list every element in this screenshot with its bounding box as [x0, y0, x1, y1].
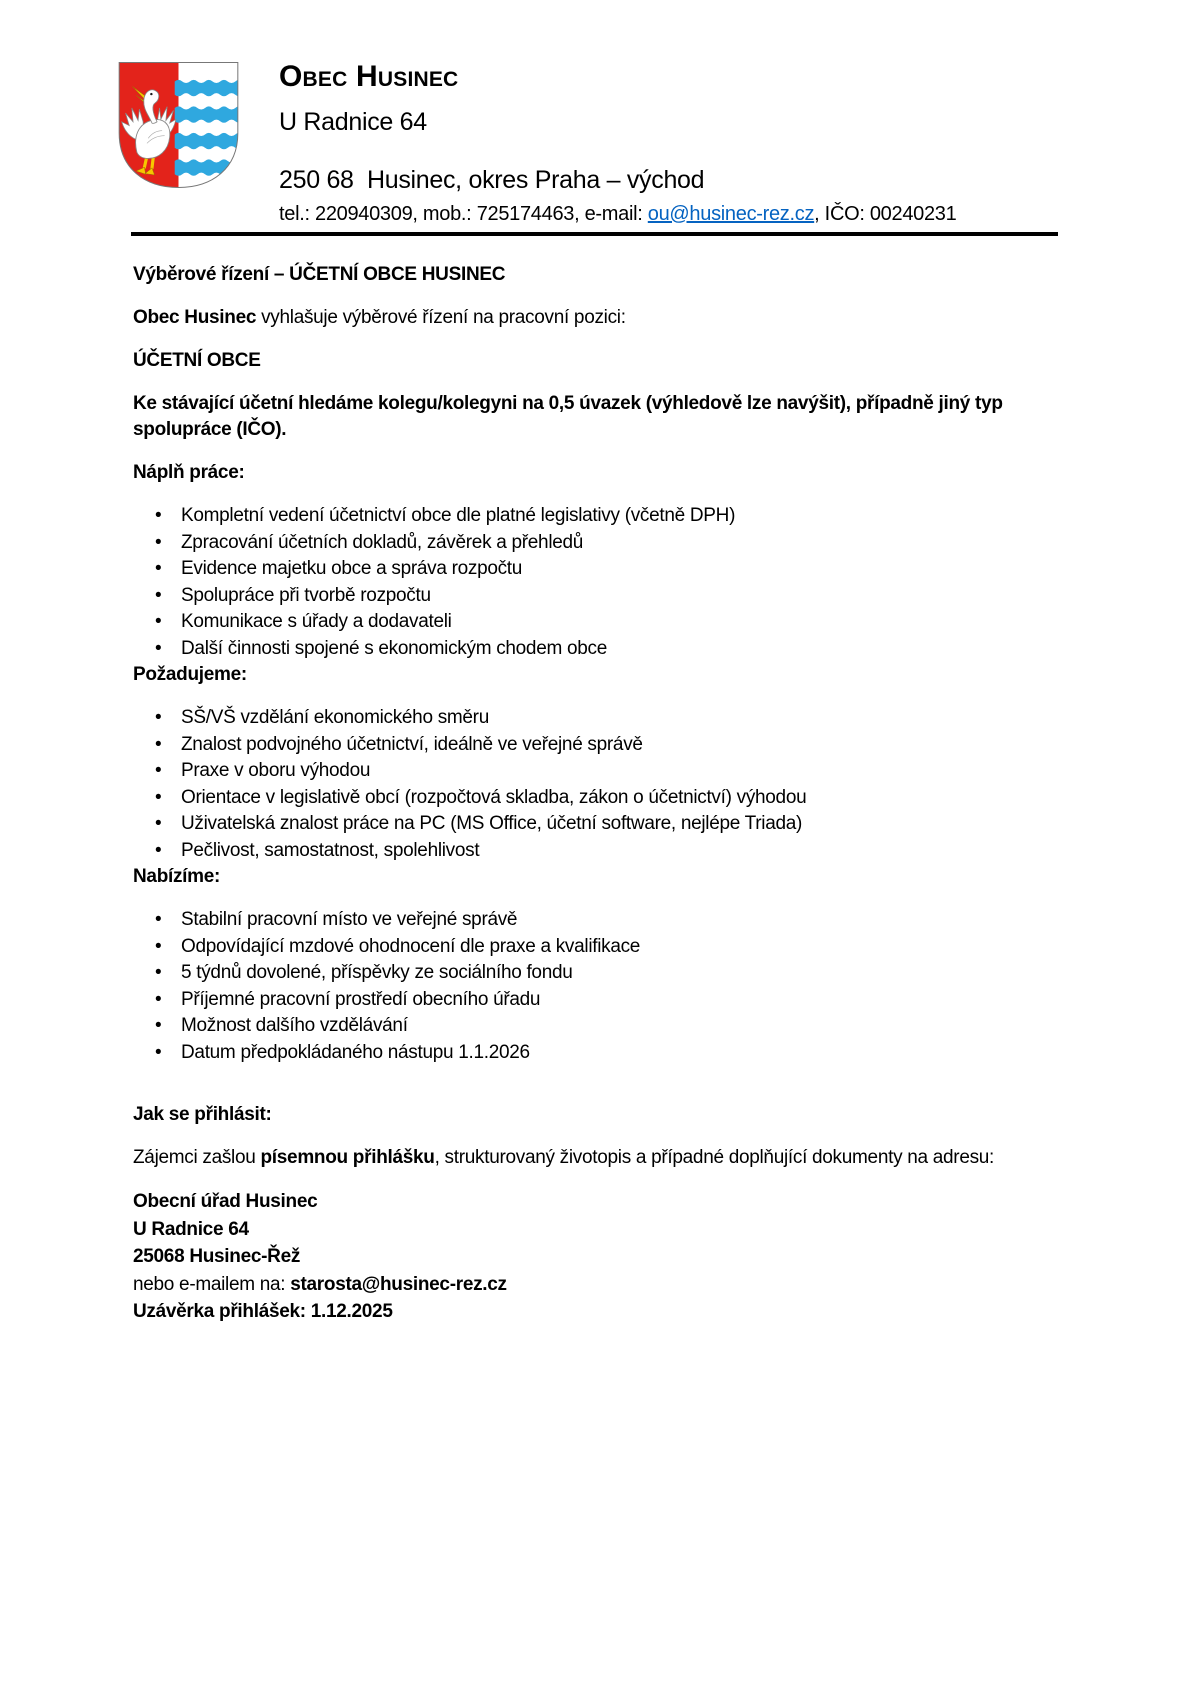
- postal-address: [133, 1188, 1059, 1271]
- org-email-link[interactable]: ou@husinec-rez.cz: [647, 203, 815, 225]
- apply-paragraph: [133, 1145, 1059, 1171]
- org-street-address: U Radnice 64: [279, 108, 427, 136]
- apply-heading: Jak se přihlásit:: [133, 1104, 272, 1125]
- bullet-list: [133, 503, 1059, 662]
- list-item: • Datum předpokládaného nástupu 1.1.2026: [133, 1040, 1059, 1067]
- list-item: • Příjemné pracovní prostředí obecního úřadu: [133, 987, 1059, 1014]
- deadline-line: Uzávěrka přihlášek: 1.12.2025: [133, 1301, 393, 1322]
- section-heading: Náplň práce:: [133, 462, 245, 483]
- document-body: [133, 262, 1059, 1326]
- list-item: • Další činnosti spojené s ekonomickým chodem obce: [133, 636, 1059, 663]
- section-nabizime: [133, 864, 1059, 1066]
- email-prefix: nebo e-mailem na:: [133, 1273, 291, 1295]
- doc-title: Výběrové řízení – ÚČETNÍ OBCE HUSINEC: [133, 264, 506, 285]
- contact-prefix: tel.: 220940309, mob.: 725174463, e-mail:: [279, 203, 648, 225]
- contact-suffix: , IČO: 00240231: [814, 203, 957, 225]
- section-pozadujeme: [133, 662, 1059, 864]
- section-heading: Nabízíme:: [133, 866, 221, 887]
- list-item: • 5 týdnů dovolené, příspěvky ze sociálního fondu: [133, 960, 1059, 987]
- contact-line: [279, 203, 956, 226]
- list-item: • Praxe v oboru výhodou: [133, 758, 1059, 785]
- address-line: 25068 Husinec-Řež: [133, 1246, 301, 1267]
- header-divider: [131, 232, 1058, 236]
- list-item: • Orientace v legislativě obcí (rozpočtová skladba, zákon o účetnictví) výhodou: [133, 785, 1059, 812]
- apply-bold: písemnou přihlášku: [260, 1147, 435, 1168]
- list-item: • SŠ/VŠ vzdělání ekonomického směru: [133, 705, 1059, 732]
- intro-paragraph: [133, 305, 1059, 331]
- list-item: • Stabilní pracovní místo ve veřejné správě: [133, 907, 1059, 934]
- org-name: Obec Husinec: [279, 60, 459, 93]
- list-item: • Uživatelská znalost práce na PC (MS Office, účetní software, nejlépe Triada): [133, 811, 1059, 838]
- list-item: • Zpracování účetních dokladů, závěrek a přehledů: [133, 530, 1059, 557]
- bullet-list: [133, 705, 1059, 864]
- husinec-coat-of-arms-icon: [111, 60, 246, 190]
- intro-rest: vyhlašuje výběrové řízení na pracovní pozici:: [256, 307, 626, 328]
- address-line: U Radnice 64: [133, 1218, 249, 1240]
- list-item: • Evidence majetku obce a správa rozpočtu: [133, 556, 1059, 583]
- address-line: Obecní úřad Husinec: [133, 1191, 318, 1212]
- summary-paragraph: Ke stávající účetní hledáme kolegu/kolegyni na 0,5 úvazek (výhledově lze navýšit), případně jiný typ spolupráce (IČO).: [133, 393, 1003, 440]
- section-naplne-prace: [133, 460, 1059, 662]
- list-item: • Spolupráce při tvorbě rozpočtu: [133, 583, 1059, 610]
- list-item: • Kompletní vedení účetnictví obce dle platné legislativy (včetně DPH): [133, 503, 1059, 530]
- apply-suffix: , strukturovaný životopis a případné doplňující dokumenty na adresu:: [434, 1147, 995, 1168]
- list-item: • Komunikace s úřady a dodavateli: [133, 609, 1059, 636]
- apply-prefix: Zájemci zašlou: [133, 1147, 261, 1168]
- bullet-list: [133, 907, 1059, 1066]
- position-title: ÚČETNÍ OBCE: [133, 350, 261, 371]
- org-city-line: 250 68 Husinec, okres Praha – východ: [279, 166, 705, 194]
- email-line: [133, 1271, 1059, 1299]
- application-email: starosta@husinec-rez.cz: [290, 1273, 507, 1295]
- section-heading: Požadujeme:: [133, 664, 247, 685]
- intro-org: Obec Husinec: [133, 307, 257, 328]
- list-item: • Znalost podvojného účetnictví, ideálně ve veřejné správě: [133, 732, 1059, 759]
- list-item: • Pečlivost, samostatnost, spolehlivost: [133, 838, 1059, 865]
- list-item: • Odpovídající mzdové ohodnocení dle praxe a kvalifikace: [133, 934, 1059, 961]
- list-item: • Možnost dalšího vzdělávání: [133, 1013, 1059, 1040]
